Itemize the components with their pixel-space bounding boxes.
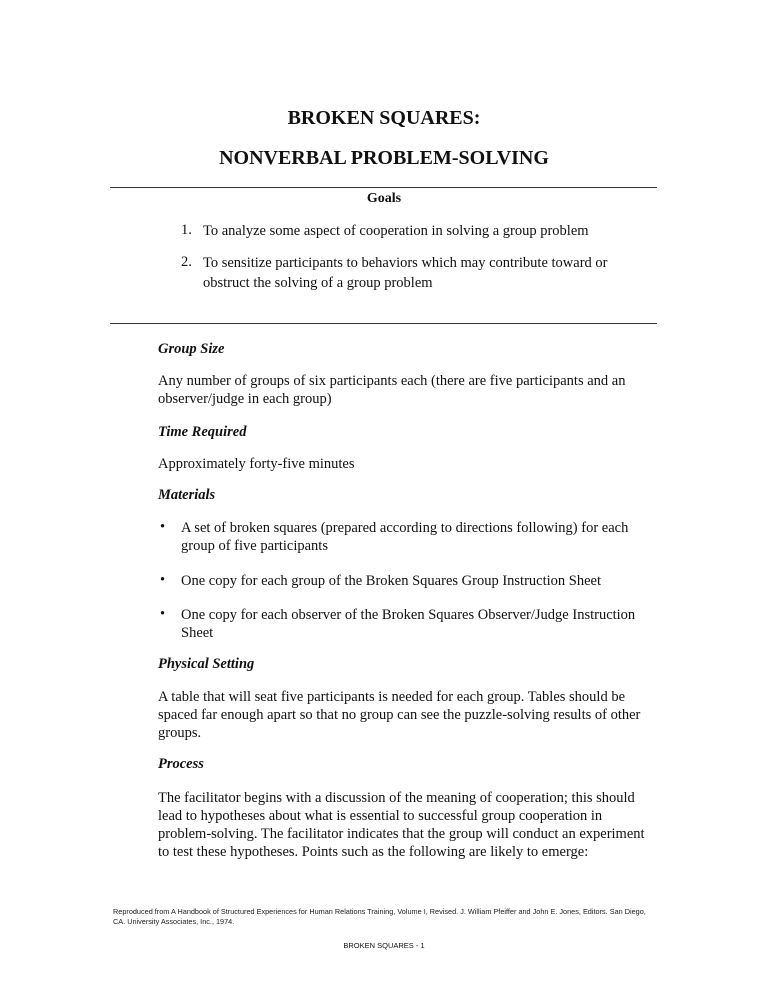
materials-item: A set of broken squares (prepared according to directions following) for each group of five participants bbox=[181, 520, 629, 554]
materials-item: One copy for each group of the Broken Squares Group Instruction Sheet bbox=[181, 573, 601, 589]
divider-top bbox=[110, 187, 657, 188]
footer-citation: Reproduced from A Handbook of Structured Experiences for Human Relations Training, Volume I, Revised. J. William Pfeiffer and John E. Jones, Editors. San Diego, CA. University Associates, Inc., 1974. bbox=[113, 907, 646, 926]
document-title-line-2: NONVERBAL PROBLEM-SOLVING bbox=[219, 147, 549, 169]
materials-item: One copy for each observer of the Broken Squares Observer/Judge Instruction Sheet bbox=[181, 607, 636, 641]
materials-heading: Materials bbox=[158, 487, 216, 503]
time-required-text: Approximately forty-five minutes bbox=[158, 456, 355, 472]
group-size-text: Any number of groups of six participants each (there are five participants and an observer/judge in each group) bbox=[158, 373, 626, 407]
process-heading: Process bbox=[158, 756, 204, 772]
goal-number: 1. bbox=[181, 222, 192, 238]
time-required-heading: Time Required bbox=[158, 424, 247, 440]
bullet-icon: • bbox=[160, 606, 166, 622]
physical-setting-text: A table that will seat five participants is needed for each group. Tables should be spaced far enough apart so that no group can see the puzzle-solving results of other groups. bbox=[158, 689, 641, 741]
goals-heading: Goals bbox=[366, 191, 402, 206]
divider-middle bbox=[110, 323, 657, 324]
page-number: BROKEN SQUARES - 1 bbox=[343, 941, 425, 950]
bullet-icon: • bbox=[160, 519, 166, 535]
goal-number: 2. bbox=[181, 254, 192, 270]
goal-text: To sensitize participants to behaviors which may contribute toward or obstruct the solving of a group problem bbox=[203, 255, 608, 291]
physical-setting-heading: Physical Setting bbox=[158, 656, 255, 672]
document-title-line-1: BROKEN SQUARES: bbox=[287, 107, 481, 129]
process-text: The facilitator begins with a discussion of the meaning of cooperation; this should lead to hypotheses about what is essential to successful group cooperation in problem-solving. The facilitator indicates that the group will conduct an experiment to test these hypotheses. Points such as the following are likely to emerge: bbox=[158, 790, 645, 860]
goal-text: To analyze some aspect of cooperation in solving a group problem bbox=[203, 223, 589, 239]
group-size-heading: Group Size bbox=[158, 341, 225, 357]
bullet-icon: • bbox=[160, 572, 166, 588]
